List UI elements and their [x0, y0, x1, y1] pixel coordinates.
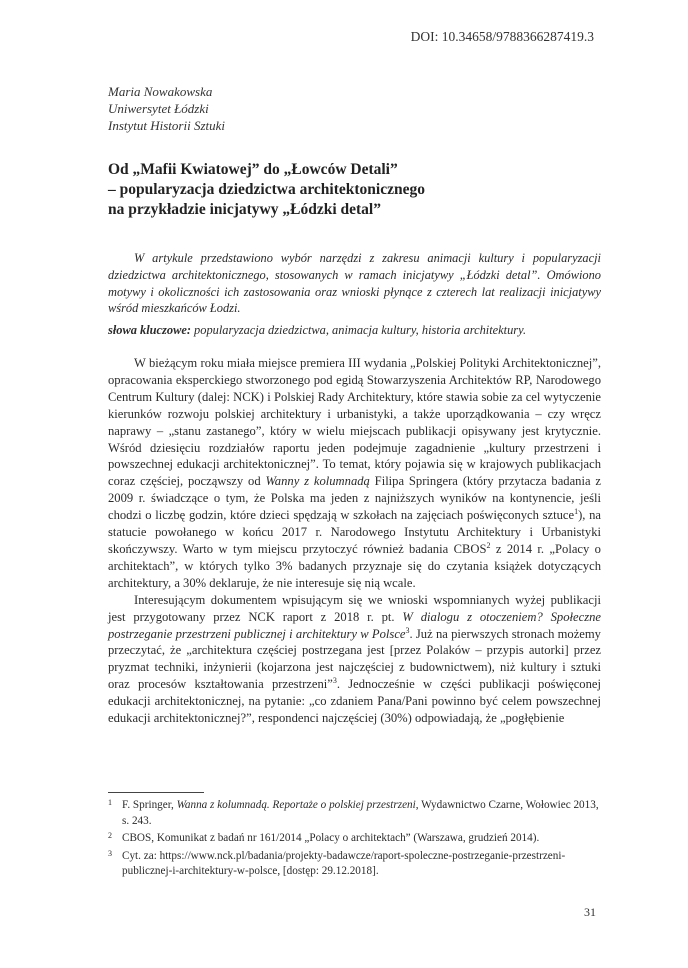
footnote-1 [108, 798, 601, 829]
footnote-3-number: 3 [108, 848, 112, 858]
p1-text-d: z 2014 r. „Polacy o architektach”, w których tylko 3% badanych przyznaje się do czytania książek dotyczących architektury, a 30% deklaruje, że nie interesuje się nią wcale. [108, 541, 601, 590]
body-text [108, 355, 601, 727]
p2-text-a: Interesującym dokumentem wpisującym się we wnioski wspomnianych wyżej publikacji jest przygotowany przez NCK raport z 2018 r. pt. [108, 592, 601, 624]
footnote-ref-1: 1 [574, 506, 579, 516]
p2-italic-title: W dialogu z otoczeniem? Społeczne postrzeganie przestrzeni publicznej i architektury w Polsce [108, 609, 601, 641]
paragraph-1 [108, 355, 601, 592]
footnote-2-text: CBOS, Komunikat z badań nr 161/2014 „Polacy o architektach” (Warszawa, grudzień 2014). [122, 832, 540, 844]
title-line-1: Od „Mafii Kwiatowej” do „Łowców Detali” [108, 161, 398, 178]
footnote-2-number: 2 [108, 831, 112, 840]
footnote-separator [108, 792, 204, 793]
author-affiliation-university: Uniwersytet Łódzki [108, 101, 209, 116]
keywords-label: słowa kluczowe: [108, 323, 191, 337]
p1-text-c: ), na statucie powołanego w końcu 2017 r. Narodowego Instytutu Architektury i Urbanistyki skończywszy. Warto w tym miejscu przytoczyć również badania CBOS [108, 508, 601, 556]
p1-italic-title: Wanny z kolumnadą [265, 474, 370, 489]
title-line-3: na przykładzie inicjatywy „Łódzki detal” [108, 201, 381, 218]
footnote-1-italic-title: Wanna z kolumnadą. Reportaże o polskiej przestrzeni [176, 799, 416, 811]
footnote-1-number: 1 [108, 798, 112, 807]
p2-text-c: . Jednocześnie w części publikacji poświęconej edukacji architektonicznej, na pytanie: „co zdaniem Pana/Pani powinno być celem powszechnej edukacji architektonicznej?”, respondenci najczęściej (30%) odpowiadają, że „pogłębienie [108, 677, 601, 726]
p1-text-b: Filipa Springera (który przytacza badania z 2009 r. świadczące o tym, że Polska ma jeden z najniższych wyników na kontynencie, jeśli chodzi o liczbę godzin, które dzieci spędzają w szkołach na zajęciach poświęconych sztuce [108, 474, 601, 523]
footnote-ref-3b: 3 [332, 676, 337, 686]
footnote-1-text-b: , Wydawnictwo Czarne, Wołowiec 2013, s. 243. [122, 799, 599, 827]
footnote-2 [108, 831, 601, 847]
author-name: Maria Nowakowska [108, 84, 213, 99]
author-affiliation-institute: Instytut Historii Sztuki [108, 118, 225, 133]
article-title [108, 160, 608, 220]
footnote-1-text-a: F. Springer, [122, 799, 177, 811]
footnote-ref-3: 3 [405, 625, 410, 635]
author-block [108, 83, 225, 134]
abstract: W artykule przedstawiono wybór narzędzi z zakresu animacji kultury i popularyzacji dziedzictwa architektonicznego, stosowanych w ramach inicjatywy „Łódzki detal”. Omówiono motywy i okoliczności ich zastosowania oraz wnioski płynące z czterech lat realizacji inicjatywy wśród mieszkańców Łodzi. [108, 251, 601, 316]
p2-text-b: . Już na pierwszych stronach możemy przeczytać, że „architektura częściej postrzegana jest [przez Polaków – przypis autorki] przez pryzmat techniki, inżynierii (kojarzona jest najczęściej z budownictwem), niż kultury i sztuki oraz procesów kształtowania przestrzeni” [108, 626, 601, 692]
footnote-ref-2: 2 [486, 540, 491, 550]
keywords [108, 322, 601, 339]
footnotes [108, 798, 601, 882]
p1-text-a: W bieżącym roku miała miejsce premiera III wydania „Polskiej Polityki Architektonicznej”, opracowania eksperckiego stworzonego pod egidą Stowarzyszenia Architektów RP, Narodowego Centrum Kultury (dalej: NCK) i Polskiej Rady Architektury, które stawia sobie za cel wytyczenie kierunków rozwoju polskiej architektury i urbanistyki, a także uporządkowania – czy wręcz naprawy – „stanu zastanego”, który w wielu miejscach publikacji opisywany jest krytycznie. Wśród dziesięciu rozdziałów raportu jeden podejmuje zagadnienie „kultury przestrzeni i powszechnej edukacji architektonicznej”. To temat, który pojawia się w krajowych publikacjach coraz częściej, począwszy od [108, 356, 601, 489]
keywords-text: popularyzacja dziedzictwa, animacja kultury, historia architektury. [190, 323, 527, 337]
title-line-2: – popularyzacja dziedzictwa architektonicznego [108, 181, 425, 198]
footnote-3-text: Cyt. za: https://www.nck.pl/badania/projekty-badawcze/raport-spoleczne-postrzeganie-przestrzeni-publicznej-i-architektury-w-polsce, [dostęp: 29.12.2018]. [122, 849, 566, 877]
doi-header: DOI: 10.34658/9788366287419.3 [410, 29, 594, 44]
footnote-3 [108, 849, 601, 880]
paragraph-2 [108, 592, 601, 727]
page-number: 31 [584, 905, 596, 919]
